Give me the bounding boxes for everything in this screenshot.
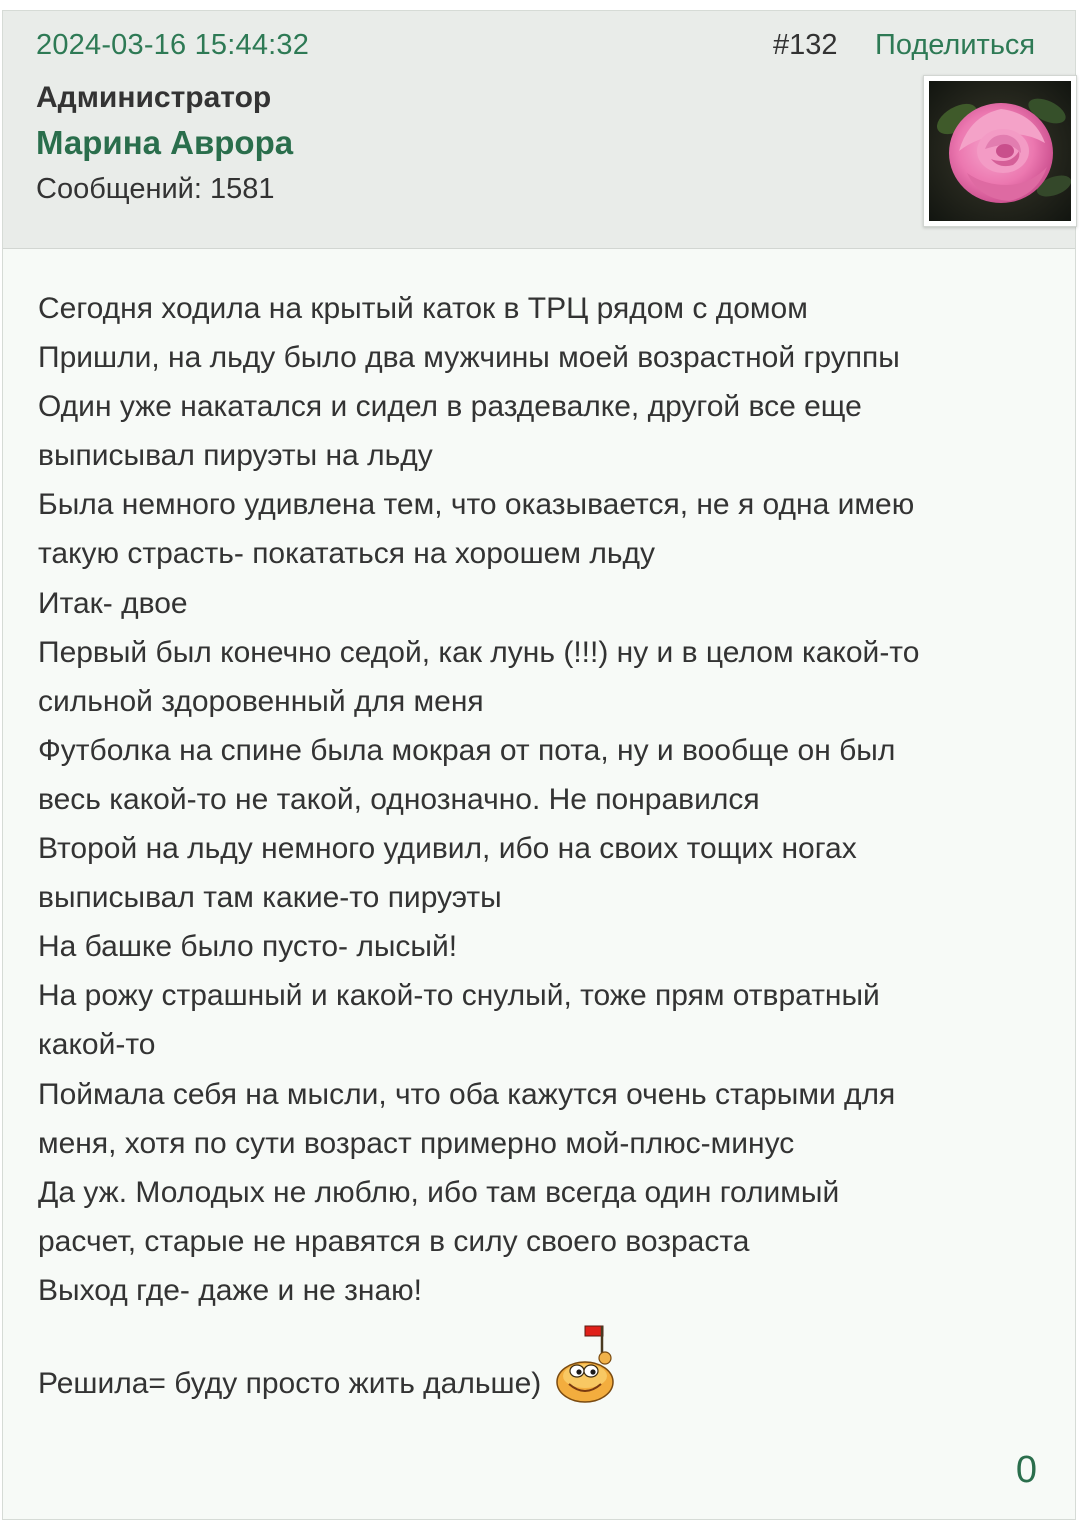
pink-rose-avatar-icon [929,81,1071,221]
avatar[interactable] [923,75,1077,227]
post-text-line: весь какой-то не такой, однозначно. Не понравился [38,782,760,816]
post-text-line: Один уже накатался и сидел в раздевалке, другой все еще [38,390,862,424]
post-text-line: расчет, старые не нравятся в силу своего возраста [38,1224,750,1258]
post-text-line: Футболка на спине была мокрая от пота, ну и вообще он был [38,733,896,767]
post-text-line: такую страсть- покататься на хорошем льду [38,537,655,571]
user-role: Администратор [36,81,272,114]
post-text-line: Итак- двое [38,586,188,620]
post-text-line: меня, хотя по сути возраст примерно мой-плюс-минус [38,1126,795,1160]
post-text-line: Второй на льду немного удивил, ибо на своих тощих ногах [38,832,857,866]
post-text-line: Пришли, на льду было два мужчины моей возрастной группы [38,341,900,375]
post-text-line: Была немного удивлена тем, что оказывается, не я одна имею [38,488,915,522]
post-text-line: На рожу страшный и какой-то снулый, тоже прям отвратный [38,979,880,1013]
post-number-link[interactable]: #132 [773,29,838,61]
post-text-line: Сегодня ходила на крытый каток в ТРЦ рядом с домом [38,292,808,325]
post-date: 2024-03-16 15:44:32 [36,29,310,61]
post-text-line: Первый был конечно седой, как лунь (!!!) ну и в целом какой-то [38,635,920,669]
post-text-line: На башке было пусто- лысый! [38,930,458,964]
forum-post [2,10,1076,1520]
user-posts-count: Сообщений: 1581 [36,173,275,205]
post-text-line: Да уж. Молодых не люблю, ибо там всегда один голимый [38,1175,840,1209]
post-text-line: Решила= буду просто жить дальше) [38,1367,542,1400]
post-text-line: выписывал пируэты на льду [38,439,433,473]
post-text-line: Выход где- даже и не знаю! [38,1273,423,1307]
post-header [3,11,1075,249]
post-text-line: выписывал там какие-то пируэты [38,881,502,915]
post-text-line: какой-то [38,1028,156,1062]
share-link[interactable]: Поделиться [875,29,1036,61]
likes-count[interactable]: 0 [1015,1449,1037,1491]
post-text-line: сильной здоровенный для меня [38,684,484,718]
smiley-with-flag-icon [555,1324,621,1406]
post-text-line: Поймала себя на мысли, что оба кажутся очень старыми для [38,1077,896,1111]
post-last-line [38,1321,621,1406]
post-body [38,284,1048,1315]
user-name-link[interactable]: Марина Аврора [36,124,294,161]
